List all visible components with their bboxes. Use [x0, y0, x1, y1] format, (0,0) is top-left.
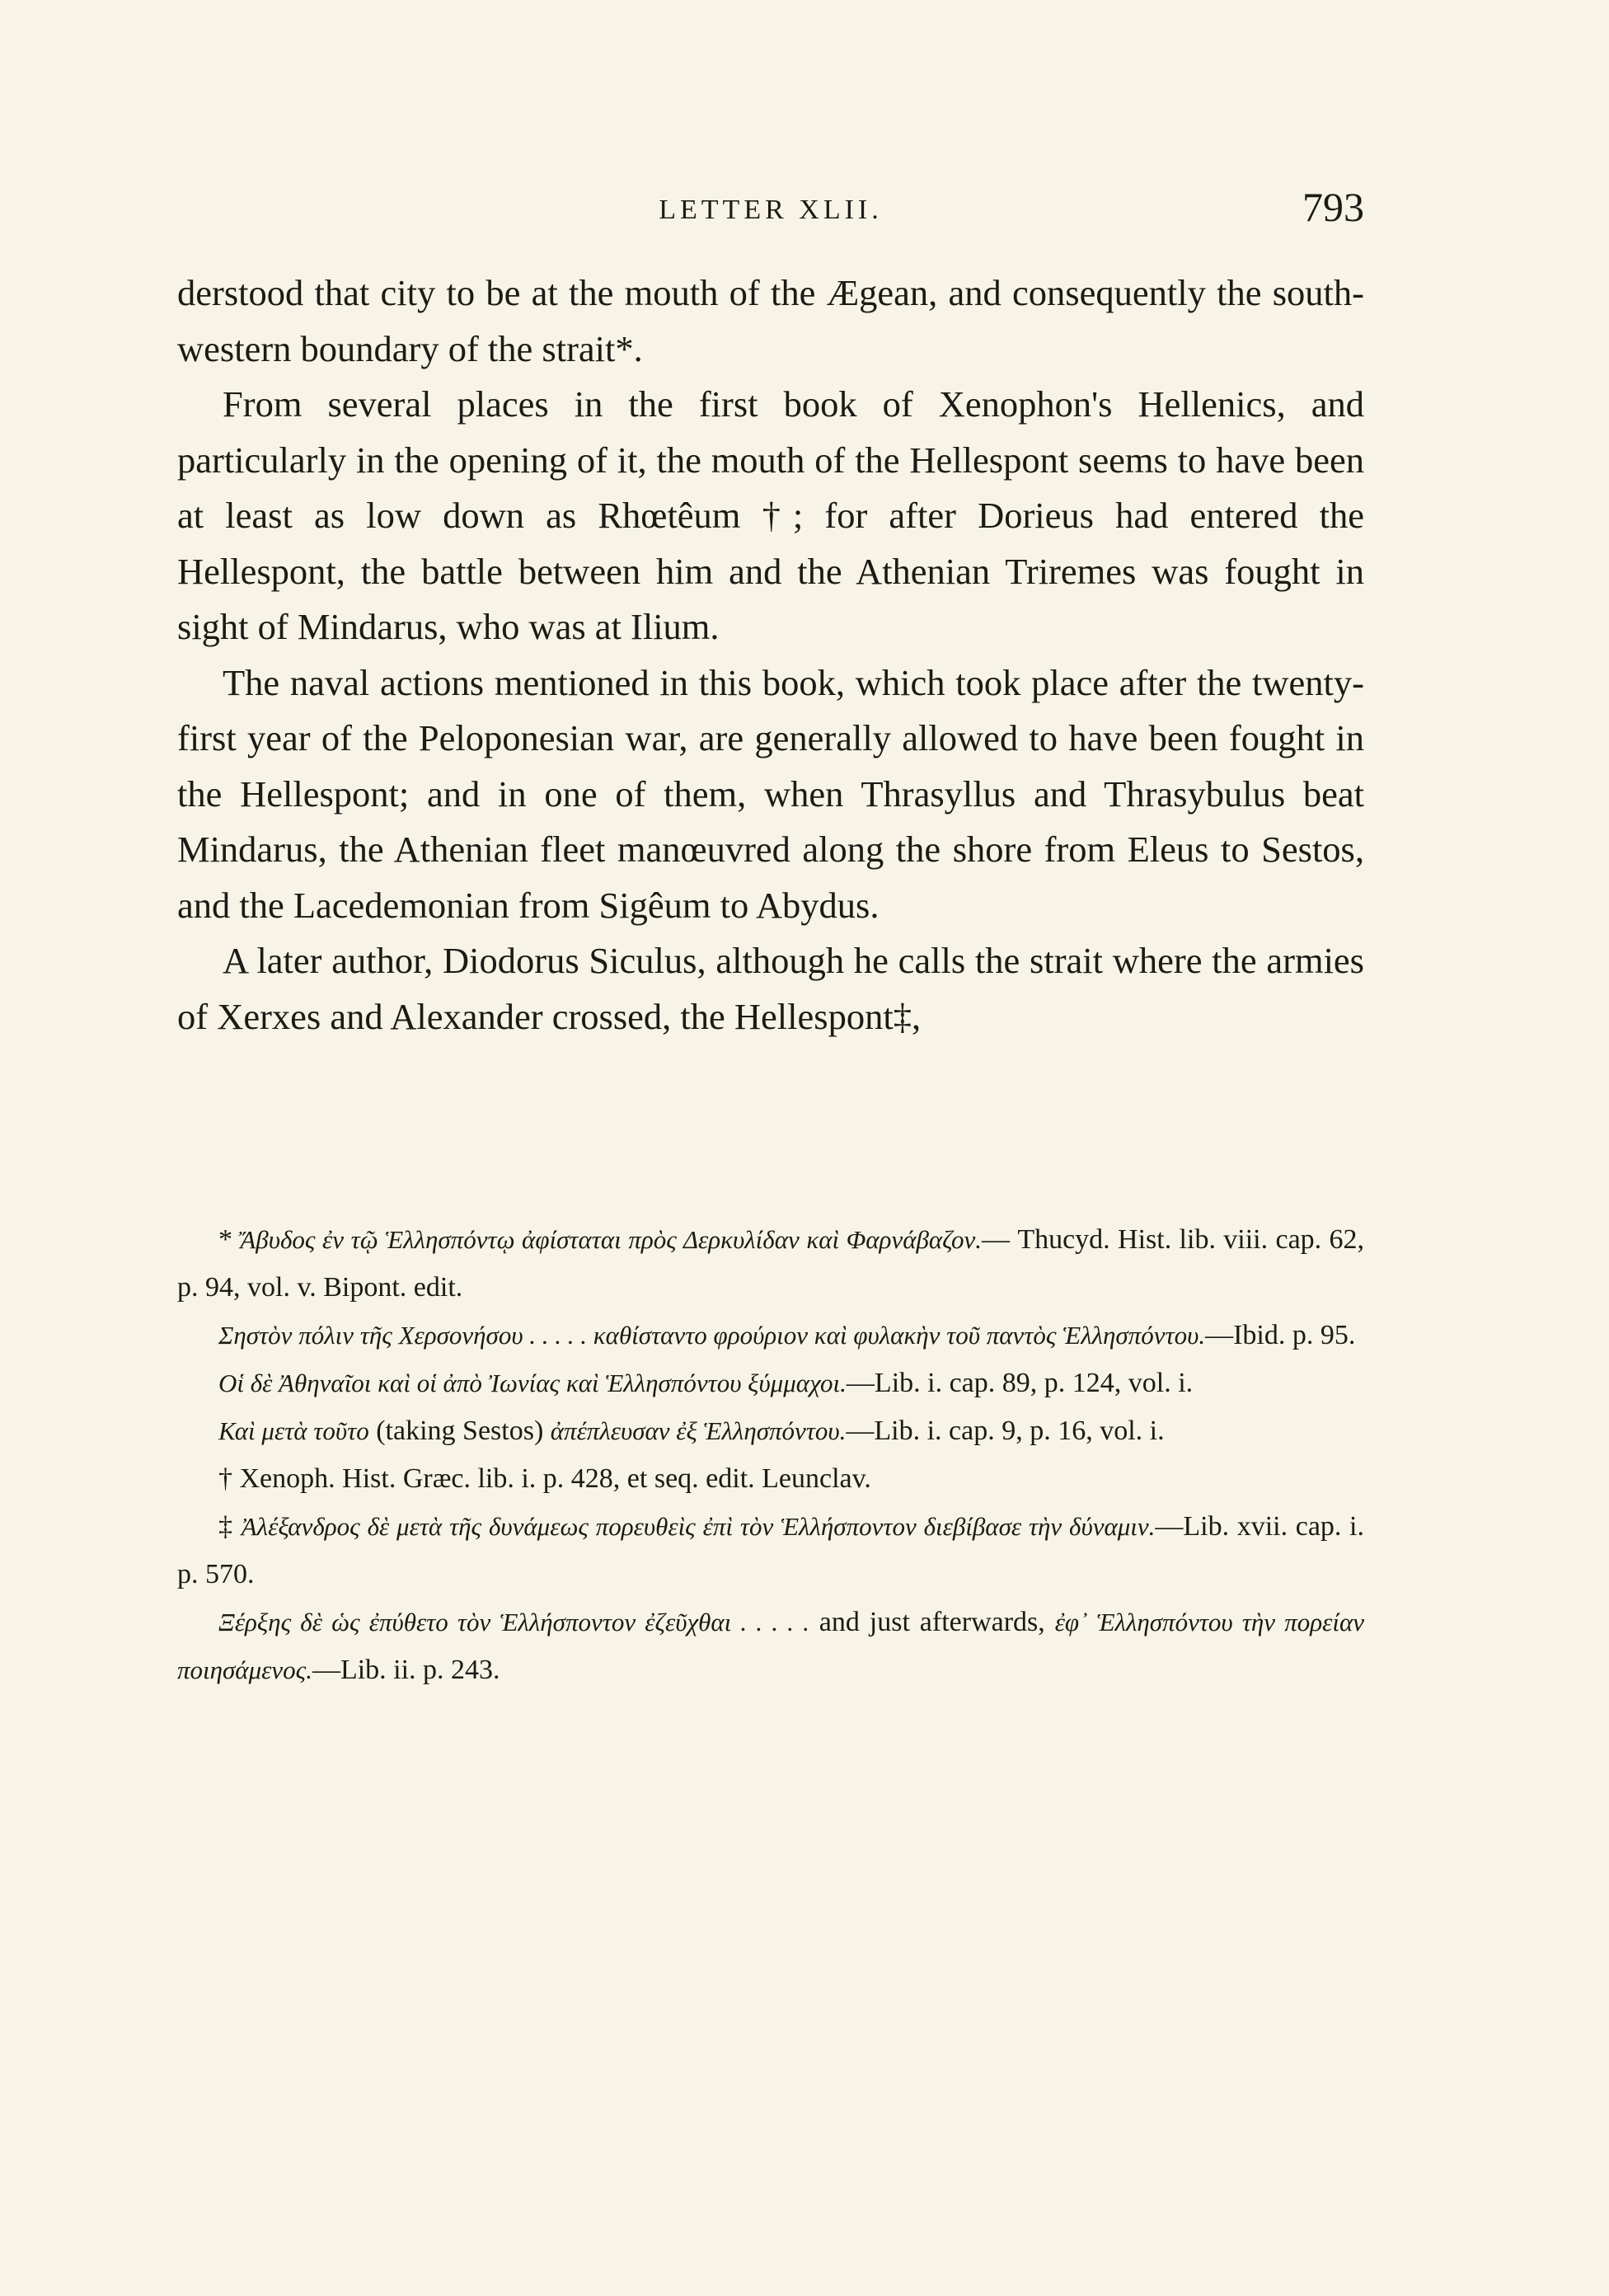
greek-quotation: ἀπέπλευσαν ἐξ Ἑλλησπόντου.: [550, 1416, 847, 1445]
footnote-text: and just afterwards,: [809, 1607, 1055, 1637]
paragraph-continued: derstood that city to be at the mouth of the Ægean, and consequently the south-western boundary of the strait*.: [177, 272, 1364, 369]
paragraph: From several places in the first book of Xenophon's Hellenics, and particularly in the opening of it, the mouth of the Hellespont seems to have been at least as low down as Rhœtêum †; for after Dorieus had entered the Hellespont, the battle between him and the Athenian Triremes was fought in sight of Mindarus, who was at Ilium.: [177, 383, 1364, 647]
greek-quotation: Ξέρξης δὲ ὡς ἐπύθετο τὸν Ἑλλήσποντον ἐζεῦχθαι . . . . .: [218, 1608, 809, 1636]
footnote: [177, 1407, 1364, 1455]
footnote-marker: ‡: [218, 1511, 242, 1542]
citation: — Thucyd. Hist. lib. viii. cap. 62, p. 94, vol. v. Bipont. edit.: [177, 1224, 1365, 1303]
running-head: [177, 183, 1364, 241]
running-title: LETTER XLII.: [659, 195, 883, 225]
greek-quotation: Ἄβυδος ἐν τῷ Ἑλλησπόντῳ ἀφίσταται πρὸς Δερκυλίδαν καὶ Φαρνάβαζον.: [240, 1225, 982, 1254]
footnote-text: (taking Sestos): [368, 1416, 551, 1446]
paragraph: The naval actions mentioned in this book, which took place after the twenty-first year of the Peloponesian war, are generally allowed to have been fought in the Hellespont; and in one of them, when Thrasyllus and Thrasybulus beat Mindarus, the Athenian fleet manœuvred along the shore from Eleus to Sestos, and the Lacedemonian from Sigêum to Abydus.: [177, 661, 1364, 926]
footnotes: [177, 1216, 1364, 1694]
footnote: [177, 1599, 1364, 1694]
page-number: 793: [1302, 184, 1364, 230]
greek-quotation: Καὶ μετὰ τοῦτο: [218, 1416, 369, 1445]
citation: —Ibid. p. 95.: [1205, 1320, 1356, 1350]
greek-quotation: Σηστὸν πόλιν τῆς Χερσονήσου . . . . . καθίσταντο φρούριον καὶ φυλακὴν τοῦ παντὸς Ἑλλησπόντου.: [218, 1321, 1206, 1350]
greek-quotation: Οἱ δὲ Ἀθηναῖοι καὶ οἱ ἀπὸ Ἰωνίας καὶ Ἑλλησπόντου ξύμμαχοι.: [218, 1369, 847, 1397]
citation: —Lib. i. cap. 89, p. 124, vol. i.: [846, 1368, 1194, 1398]
footnote-marker: *: [218, 1224, 241, 1255]
greek-quotation: Ἀλέξανδρος δὲ μετὰ τῆς δυνάμεως πορευθεὶς ἐπὶ τὸν Ἑλλήσποντον διεβίβασε τὴν δύναμιν.: [241, 1512, 1156, 1541]
paragraph: A later author, Diodorus Siculus, although he calls the strait where the armies of Xerxes and Alexander crossed, the Hellespont‡,: [177, 940, 1364, 1037]
citation: —Lib. xvii. cap. i. p. 570.: [177, 1511, 1364, 1589]
footnote: [177, 1503, 1364, 1599]
body-text: [177, 265, 1364, 1045]
footnote: † Xenoph. Hist. Græc. lib. i. p. 428, et seq. edit. Leunclav.: [218, 1463, 871, 1494]
greek-quotation: ἐφ᾽ Ἑλλησπόντου τὴν πορείαν ποιησάμενος.: [177, 1608, 1365, 1684]
citation: —Lib. ii. p. 243.: [312, 1655, 500, 1685]
footnote: [177, 1216, 1364, 1312]
footnote: [177, 1312, 1364, 1359]
citation: —Lib. i. cap. 9, p. 16, vol. i.: [846, 1416, 1165, 1446]
footnote: [177, 1359, 1364, 1407]
